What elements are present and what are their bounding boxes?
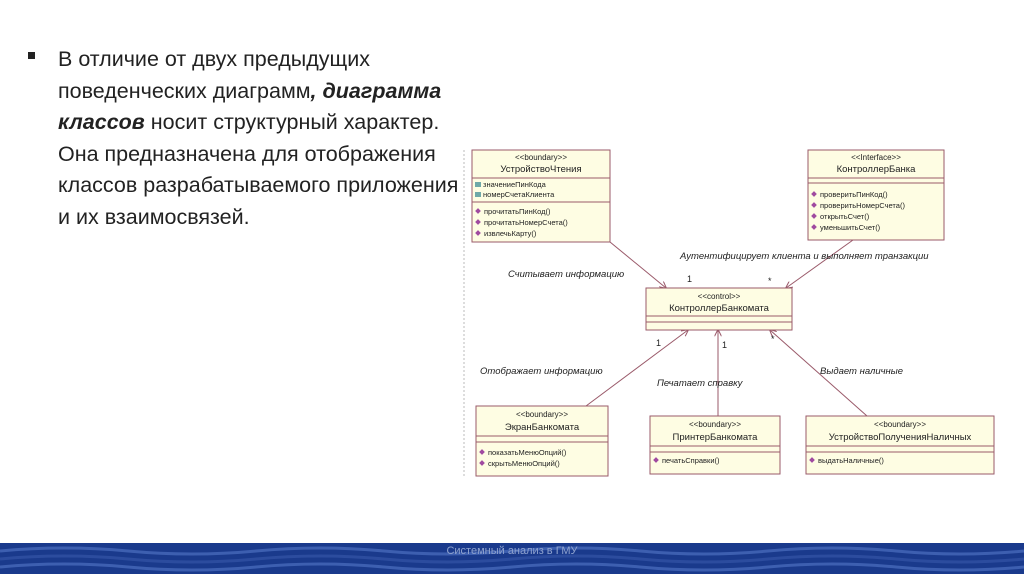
cash-op-0: выдатьНаличные(): [818, 456, 884, 465]
mult-reader: 1: [687, 274, 693, 284]
attribute-icon: [475, 192, 481, 197]
class-diagram: [460, 136, 1008, 482]
label-bank: Аутентифицирует клиента и выполняет транзакции: [680, 251, 929, 262]
bank-stereotype: <<Interface>>: [851, 153, 901, 162]
printer-op-0: печатьСправки(): [662, 456, 720, 465]
mult-bank: *: [768, 276, 772, 286]
text-comma: ,: [310, 78, 317, 103]
bullet-text: [58, 44, 468, 233]
reader-attr-0: значениеПинКода: [483, 180, 546, 189]
screen-op-0: показатьМенюОпций(): [488, 448, 567, 457]
assoc-bank-line: [786, 240, 853, 288]
label-screen: Отображает информацию: [480, 366, 603, 377]
text-bold-term: диаграмма классов: [58, 78, 442, 134]
footer-text: Системный анализ в ГМУ: [446, 545, 578, 557]
footer-band: [0, 543, 1024, 574]
reader-stereotype: <<boundary>>: [514, 153, 568, 162]
mult-cash: *: [771, 334, 775, 344]
cash-stereotype: <<boundary>>: [873, 420, 927, 429]
screen-op-1: скрытьМенюОпций(): [488, 459, 560, 468]
class-cash: [806, 416, 994, 474]
printer-name: ПринтерБанкомата: [672, 432, 758, 443]
class-printer: [650, 416, 780, 474]
bank-name: КонтроллерБанка: [836, 164, 916, 175]
mult-printer: 1: [722, 340, 728, 350]
class-bank: [808, 150, 944, 240]
screen-name: ЭкранБанкомата: [504, 422, 580, 433]
bank-op-1: проверитьНомерСчета(): [820, 201, 905, 210]
bank-op-3: уменьшитьСчет(): [820, 223, 881, 232]
class-screen: [476, 406, 608, 476]
label-cash: Выдает наличные: [820, 366, 904, 377]
atm-stereotype: <<control>>: [697, 292, 741, 301]
text-part-1: В отличие от двух предыдущих поведенческих диаграмм: [58, 47, 370, 103]
mult-screen: 1: [656, 338, 662, 348]
bank-op-2: открытьСчет(): [820, 212, 870, 221]
screen-stereotype: <<boundary>>: [515, 410, 569, 419]
text-part-2: носит структурный характер. Она предназначена для отображения классов разрабатываемого приложения и их взаимосвязей.: [58, 110, 459, 229]
reader-attr-1: номерСчетаКлиента: [483, 190, 555, 199]
label-reader: Считывает информацию: [508, 269, 625, 280]
reader-op-0: прочитатьПинКод(): [484, 207, 551, 216]
label-printer: Печатает справку: [657, 378, 743, 389]
printer-stereotype: <<boundary>>: [688, 420, 742, 429]
class-atm: [646, 288, 792, 330]
bank-op-0: проверитьПинКод(): [820, 190, 888, 199]
assoc-reader-line: [610, 242, 666, 288]
reader-op-1: прочитатьНомерСчета(): [484, 218, 568, 227]
cash-name: УстройствоПолученияНаличных: [828, 432, 972, 443]
reader-name: УстройствоЧтения: [500, 164, 582, 175]
attribute-icon: [475, 182, 481, 187]
reader-op-2: извлечьКарту(): [484, 229, 537, 238]
atm-name: КонтроллерБанкомата: [669, 303, 769, 314]
bullet-marker: [28, 52, 35, 59]
class-reader: [472, 150, 610, 242]
